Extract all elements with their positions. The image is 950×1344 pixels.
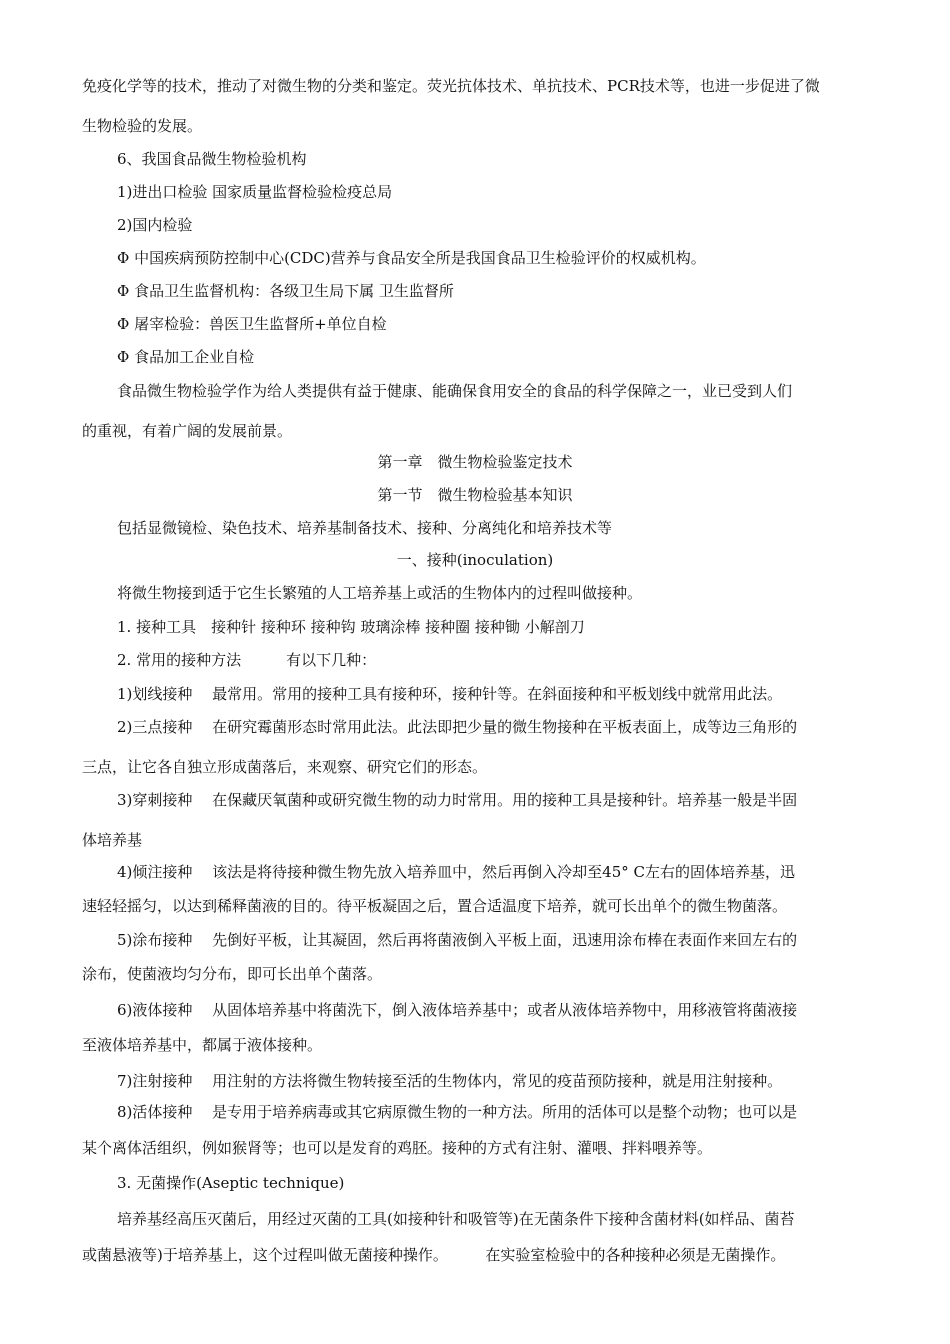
list-item: 2. 常用的接种方法 有以下几种：: [117, 651, 377, 669]
paragraph-line: 三点，让它各自独立形成菌落后，来观察、研究它们的形态。: [82, 758, 488, 776]
text-line: 免疫化学等的技术，推动了对微生物的分类和鉴定。荧光抗体技术、单抗技术、PCR技术等，也进一步促进了微: [82, 77, 820, 95]
paragraph-line: 包括显微镜检、染色技术、培养基制备技术、接种、分离纯化和培养技术等: [117, 519, 613, 537]
paragraph-line: 的重视，有着广阔的发展前景。: [82, 422, 293, 440]
paragraph-line: 体培养基: [82, 831, 143, 849]
bullet-item: Φ 食品加工企业自检: [117, 348, 255, 366]
list-item: 1)进出口检验 国家质量监督检验检疫总局: [117, 183, 393, 201]
paragraph-line: 培养基经高压灭菌后，用经过灭菌的工具(如接种针和吸管等)在无菌条件下接种含菌材料(如样品、菌苔: [117, 1210, 795, 1228]
paragraph-line: 将微生物接到适于它生长繁殖的人工培养基上或活的生物体内的过程叫做接种。: [117, 584, 643, 602]
list-item: 2)三点接种 在研究霉菌形态时常用此法。此法即把少量的微生物接种在平板表面上，成等边三角形的: [117, 718, 798, 736]
chapter-title: 第一章 微生物检验鉴定技术: [377, 453, 573, 471]
paragraph-line: 食品微生物检验学作为给人类提供有益于健康、能确保食用安全的食品的科学保障之一，业已受到人们: [117, 382, 793, 400]
list-item: 1. 接种工具 接种针 接种环 接种钩 玻璃涂棒 接种圈 接种锄 小解剖刀: [117, 618, 585, 636]
list-item: 3)穿刺接种 在保藏厌氧菌种或研究微生物的动力时常用。用的接种工具是接种针。培养基一般是半固: [117, 791, 798, 809]
section-heading: 6、我国食品微生物检验机构: [117, 150, 307, 168]
list-item: 7)注射接种 用注射的方法将微生物转接至活的生物体内，常见的疫苗预防接种，就是用注射接种。: [117, 1072, 783, 1090]
list-item: 8)活体接种 是专用于培养病毒或其它病原微生物的一种方法。所用的活体可以是整个动物；也可以是: [117, 1103, 798, 1121]
paragraph-line: 速轻轻摇匀，以达到稀释菌液的目的。待平板凝固之后，置合适温度下培养，就可长出单个的微生物菌落。: [82, 897, 788, 915]
paragraph-line: 或菌悬液等)于培养基上，这个过程叫做无菌接种操作。 在实验室检验中的各种接种必须是无菌操作。: [82, 1246, 786, 1264]
list-item: 1)划线接种 最常用。常用的接种工具有接种环，接种针等。在斜面接种和平板划线中就常用此法。: [117, 685, 783, 703]
list-item: 4)倾注接种 该法是将待接种微生物先放入培养皿中，然后再倒入冷却至45° C左右的固体培养基，迅: [117, 863, 795, 881]
bullet-item: Φ 屠宰检验：兽医卫生监督所+单位自检: [117, 315, 387, 333]
text-line: 生物检验的发展。: [82, 117, 203, 135]
bullet-item: Φ 中国疾病预防控制中心(CDC)营养与食品安全所是我国食品卫生检验评价的权威机构。: [117, 249, 706, 267]
paragraph-line: 涂布，使菌液均匀分布，即可长出单个菌落。: [82, 965, 383, 983]
list-item: 6)液体接种 从固体培养基中将菌洗下，倒入液体培养基中；或者从液体培养物中，用移液管将菌液接: [117, 1001, 798, 1019]
bullet-item: Φ 食品卫生监督机构：各级卫生局下属 卫生监督所: [117, 282, 454, 300]
list-item: 3. 无菌操作(Aseptic technique): [117, 1174, 345, 1192]
paragraph-line: 至液体培养基中，都属于液体接种。: [82, 1036, 323, 1054]
paragraph-line: 某个离体活组织，例如猴肾等；也可以是发育的鸡胚。接种的方式有注射、灌喂、拌料喂养等。: [82, 1139, 713, 1157]
list-item: 5)涂布接种 先倒好平板，让其凝固，然后再将菌液倒入平板上面，迅速用涂布棒在表面作来回左右的: [117, 931, 798, 949]
list-item: 2)国内检验: [117, 216, 193, 234]
section-title: 第一节 微生物检验基本知识: [377, 486, 573, 504]
subsection-title: 一、接种(inoculation): [396, 551, 554, 569]
